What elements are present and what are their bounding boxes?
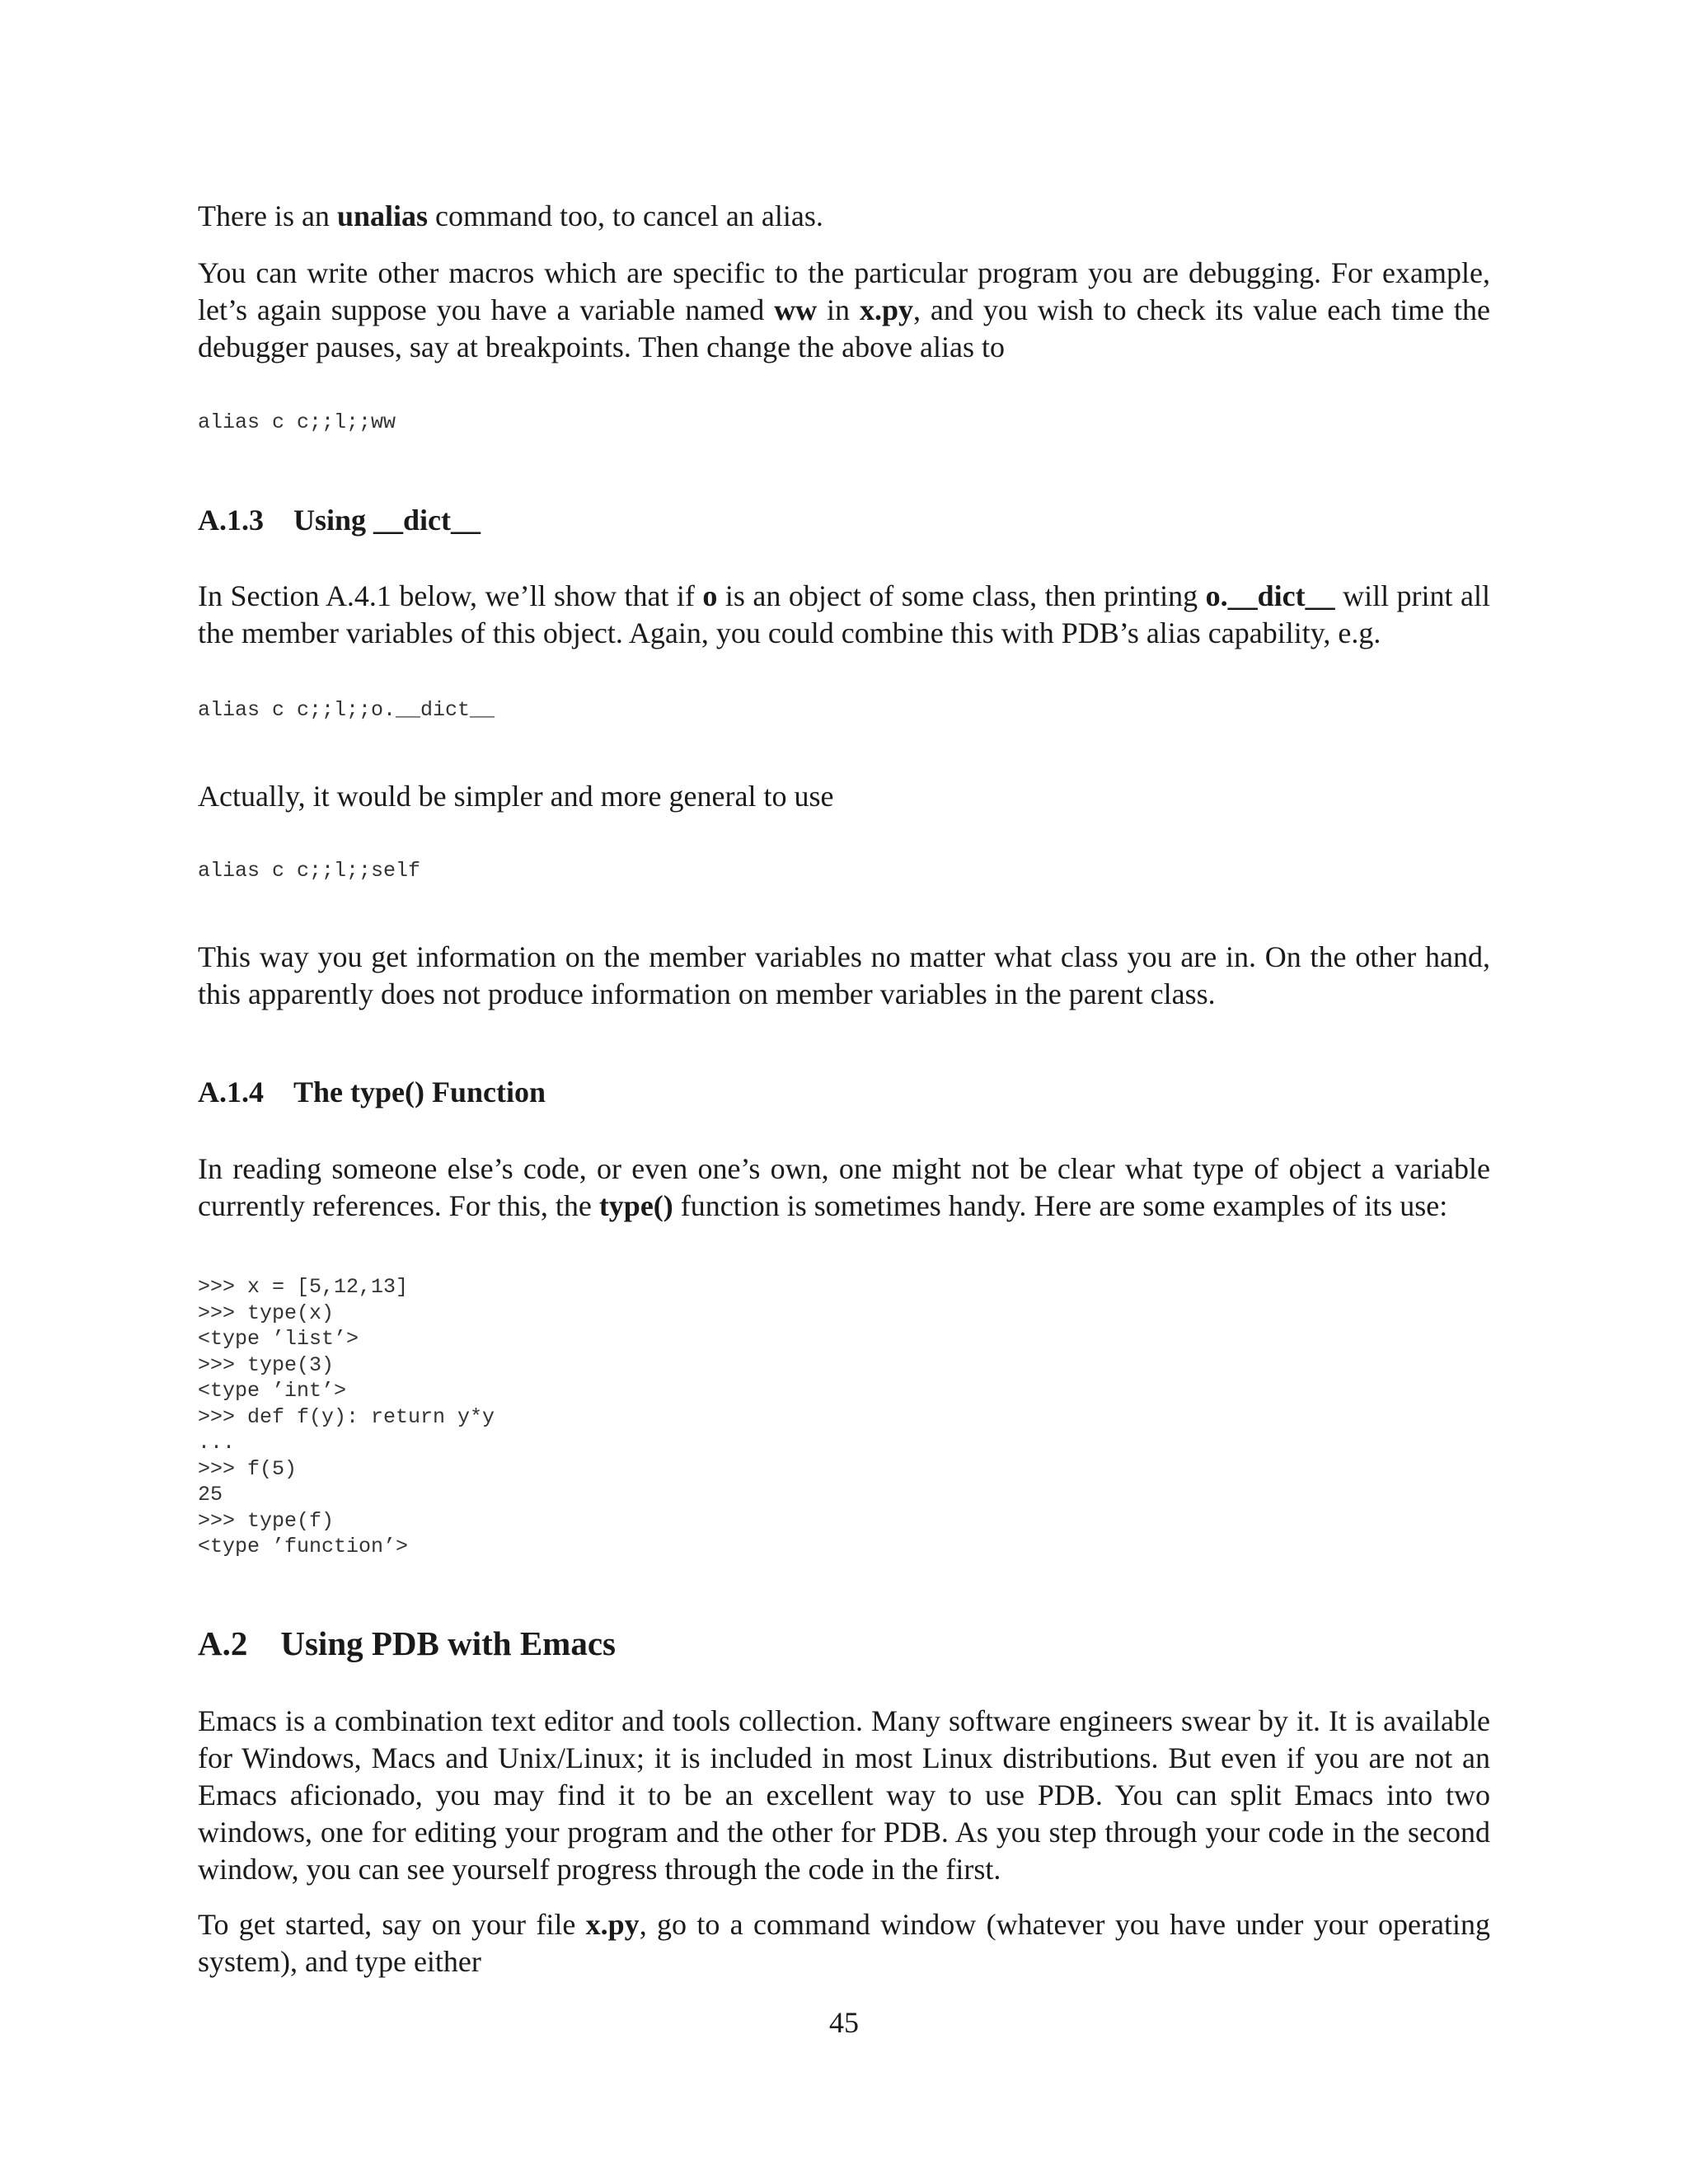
section-number: A.2	[198, 1624, 248, 1662]
section-heading-a13	[198, 502, 1490, 539]
code-block-alias-ww: alias c c;;l;;ww	[198, 410, 396, 434]
section-title: The type() Function	[293, 1076, 546, 1108]
section-title: Using PDB with Emacs	[280, 1624, 616, 1662]
paragraph-type-function	[198, 1151, 1490, 1225]
paragraph-get-started	[198, 1906, 1490, 1980]
bold-term-ww: ww	[774, 293, 818, 326]
bold-term-o: o	[702, 579, 718, 612]
bold-term-o-dict: o.__dict__	[1205, 579, 1335, 612]
section-heading-a2	[198, 1623, 1490, 1664]
paragraph-dict	[198, 578, 1490, 652]
text: To get started, say on your file	[198, 1908, 586, 1941]
text: You can write other macros which are specific to the particular program you are debugging. For example, let’s again suppose you have a variable named	[198, 256, 1490, 326]
text: is an object of some class, then printing	[717, 579, 1206, 612]
text: In reading someone else’s code, or even one’s own, one might not be clear what type of object a variable currently references. For this, the	[198, 1152, 1490, 1222]
text: , go to a command window (whatever you have under your operating system), and type either	[198, 1908, 1490, 1978]
bold-term-unalias: unalias	[336, 199, 428, 232]
text: command too, to cancel an alias.	[428, 199, 823, 232]
text: There is an	[198, 199, 337, 232]
text: In Section A.4.1 below, we’ll show that if	[198, 579, 703, 612]
bold-term-xpy: x.py	[585, 1908, 640, 1941]
paragraph-unalias	[198, 198, 1490, 235]
section-number: A.1.4	[198, 1076, 264, 1108]
code-block-alias-self: alias c c;;l;;self	[198, 859, 421, 883]
paragraph-macros	[198, 255, 1490, 366]
text: function is sometimes handy. Here are some examples of its use:	[673, 1189, 1448, 1222]
paragraph-simpler: Actually, it would be simpler and more general to use	[198, 780, 834, 813]
bold-term-xpy: x.py	[859, 293, 913, 326]
paragraph-member-variables: This way you get information on the member variables no matter what class you are in. On the other hand, this apparently does not produce information on member variables in the parent class.	[198, 940, 1490, 1010]
paragraph-emacs: Emacs is a combination text editor and tools collection. Many software engineers swear by it. It is available for Windows, Macs and Unix/Linux; it is included in most Linux distributions. But even if you are not an Emacs aficionado, you may find it to be an excellent way to use PDB. You can split Emacs into two windows, one for editing your program and the other for PDB. As you step through your code in the second window, you can see yourself progress through the code in the first.	[198, 1704, 1490, 1886]
bold-term-type: type()	[598, 1189, 673, 1222]
section-number: A.1.3	[198, 504, 264, 537]
code-block-type-examples: >>> x = [5,12,13] >>> type(x) <type ’list’> >>> type(3) <type ’int’> >>> def f(y): return y*y ... >>> f(5) 25 >>> type(f) <type ’function’>	[198, 1275, 495, 1558]
page-number: 45	[829, 2006, 859, 2039]
text: will print all the member variables of this object. Again, you could combine this with PDB’s alias capability, e.g.	[198, 579, 1491, 649]
text: , and you wish to check its value each time the debugger pauses, say at breakpoints. Then change the above alias to	[198, 293, 1490, 363]
section-title: Using __dict__	[293, 504, 481, 537]
section-heading-a14	[198, 1074, 1490, 1111]
code-block-alias-dict: alias c c;;l;;o.__dict__	[198, 698, 495, 722]
text: in	[817, 293, 860, 326]
